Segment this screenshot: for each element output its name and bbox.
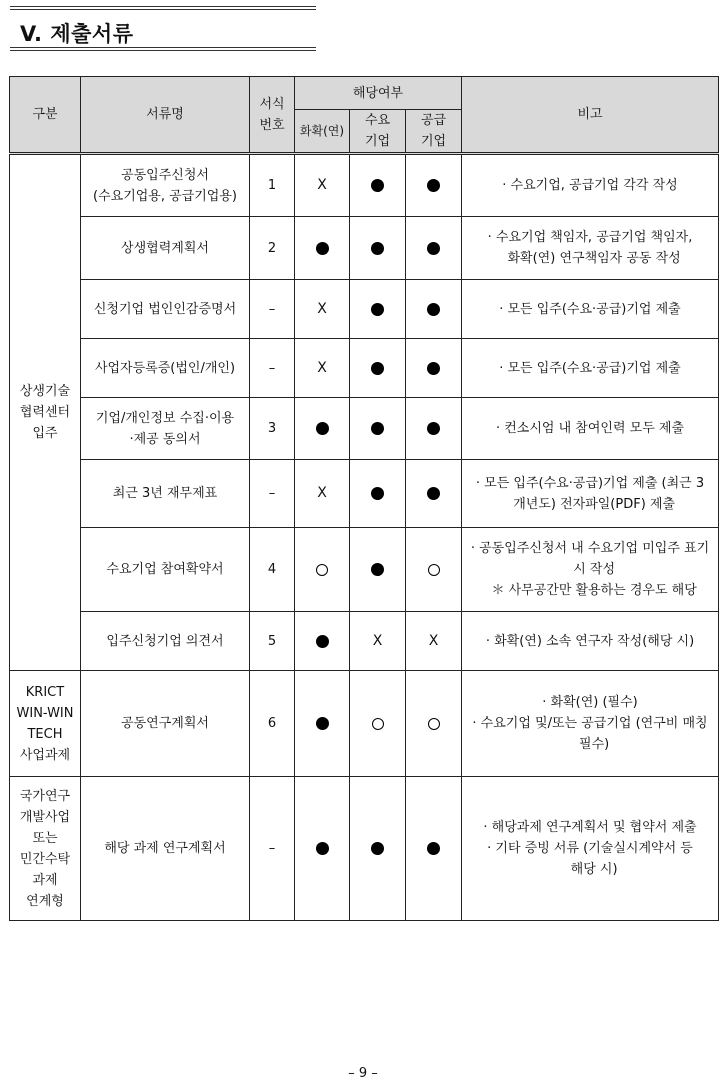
document-name-cell <box>81 280 250 339</box>
header-supply: 공급 기업 <box>406 110 462 154</box>
category-cell <box>10 777 81 921</box>
filled-circle-icon <box>371 242 384 255</box>
table-row <box>10 528 719 612</box>
remark-line: 필수) <box>570 737 610 752</box>
table-row <box>10 460 719 528</box>
filled-circle-icon <box>316 842 329 855</box>
category-cell <box>10 154 81 671</box>
x-mark: X <box>317 177 327 193</box>
document-name: 최근 3년 재무제표 <box>112 486 218 501</box>
document-name-cell <box>81 154 250 217</box>
form-number-cell: 4 <box>250 528 295 612</box>
category-cell <box>10 671 81 777</box>
document-name: 공동입주신청서 <box>121 167 209 183</box>
document-name-cell <box>81 339 250 398</box>
empty-circle-icon <box>372 718 384 730</box>
category-line: 민간수탁 <box>19 851 71 867</box>
header-category: 구분 <box>10 77 81 154</box>
filled-circle-icon <box>371 842 384 855</box>
remark-line: · 해당과제 연구계획서 및 협약서 제출 <box>483 820 697 835</box>
remark-line: 화확(연) 연구책임자 공동 작성 <box>499 251 681 266</box>
remark-line: 시 작성 <box>564 562 616 577</box>
document-name: ·제공 동의서 <box>129 431 201 447</box>
filled-circle-icon <box>427 842 440 855</box>
table-row <box>10 671 719 777</box>
table-row <box>10 154 719 217</box>
document-name-cell <box>81 777 250 921</box>
remark-line: 개년도) 전자파일(PDF) 제출 <box>504 496 676 512</box>
form-number-cell: – <box>250 777 295 921</box>
remark-line: · 화확(연) 소속 연구자 작성(해당 시) <box>485 633 695 649</box>
filled-circle-icon <box>316 242 329 255</box>
category-line: KRICT <box>25 684 65 700</box>
table-row <box>10 339 719 398</box>
category-line: 국가연구 <box>19 788 71 804</box>
filled-circle-icon <box>371 362 384 375</box>
remark-line: · 모든 입주(수요·공급)기업 제출 <box>499 360 681 376</box>
form-number-cell: – <box>250 339 295 398</box>
remark-line: · 화확(연) (필수) <box>542 695 638 710</box>
document-name-cell <box>81 671 250 777</box>
filled-circle-icon <box>371 487 384 500</box>
remarks-cell <box>462 528 719 612</box>
page-number: – 9 – <box>348 1066 378 1081</box>
remark-line: · 공동입주신청서 내 수요기업 미입주 표기 <box>470 541 710 556</box>
table-header <box>10 77 719 154</box>
document-name: 사업자등록증(법인/개인) <box>94 360 236 376</box>
filled-circle-icon <box>316 635 329 648</box>
form-number-cell: 2 <box>250 217 295 280</box>
category-line: 입주 <box>32 426 58 441</box>
document-name: 입주신청기업 의견서 <box>106 633 224 649</box>
documents-table <box>9 76 719 921</box>
remark-line: · 기타 증빙 서류 (기술실시계약서 등 <box>487 841 693 856</box>
form-number-cell: 5 <box>250 612 295 671</box>
remarks-cell <box>462 280 719 339</box>
category-line: 과제 <box>32 872 58 888</box>
document-name: 기업/개인정보 수집·이용 <box>95 410 235 426</box>
form-number-cell: 6 <box>250 671 295 777</box>
form-number-cell: – <box>250 280 295 339</box>
document-name: 해당 과제 연구계획서 <box>104 841 226 856</box>
filled-circle-icon <box>427 487 440 500</box>
x-mark: X <box>317 359 327 376</box>
category-line: TECH <box>27 726 63 742</box>
remark-line: · 모든 입주(수요·공급)기업 제출 (최근 3 <box>475 475 705 491</box>
category-line: WIN-WIN <box>16 705 74 721</box>
form-number-cell: 3 <box>250 398 295 460</box>
empty-circle-icon <box>316 564 328 576</box>
header-chem-inst: 화확(연) <box>295 110 350 154</box>
form-number-cell: 1 <box>250 154 295 217</box>
remark-line: · 컨소시엄 내 참여인력 모두 제출 <box>495 421 685 436</box>
remarks-cell <box>462 217 719 280</box>
filled-circle-icon <box>427 179 440 192</box>
empty-circle-icon <box>428 564 440 576</box>
filled-circle-icon <box>427 422 440 435</box>
remarks-cell <box>462 398 719 460</box>
remarks-cell <box>462 339 719 398</box>
filled-circle-icon <box>371 422 384 435</box>
remarks-cell <box>462 612 719 671</box>
remark-line: 해당 시) <box>562 862 618 877</box>
filled-circle-icon <box>371 563 384 576</box>
document-name: 수요기업 참여확약서 <box>106 562 224 577</box>
header-form-no: 서식 번호 <box>250 77 295 154</box>
category-line: 협력센터 <box>19 405 71 420</box>
document-name: 공동연구계획서 <box>121 716 209 731</box>
table-row <box>10 777 719 921</box>
document-name-cell <box>81 528 250 612</box>
remarks-cell <box>462 460 719 528</box>
header-applicability: 해당여부 <box>295 77 462 110</box>
category-line: 또는 <box>32 830 58 846</box>
remarks-cell <box>462 154 719 217</box>
section-title-box <box>10 6 316 51</box>
filled-circle-icon <box>427 303 440 316</box>
filled-circle-icon <box>371 303 384 316</box>
empty-circle-icon <box>428 718 440 730</box>
table-body <box>10 154 719 921</box>
document-name-cell <box>81 398 250 460</box>
remarks-cell <box>462 671 719 777</box>
section-title: V. 제출서류 <box>20 22 134 46</box>
remark-line: · 모든 입주(수요·공급)기업 제출 <box>499 301 681 317</box>
filled-circle-icon <box>316 422 329 435</box>
document-name-cell <box>81 460 250 528</box>
category-line: 연계형 <box>26 893 64 909</box>
category-line: 사업과제 <box>19 747 71 763</box>
x-mark: X <box>317 485 327 501</box>
filled-circle-icon <box>427 362 440 375</box>
x-mark: X <box>428 632 439 649</box>
table-row <box>10 280 719 339</box>
document-name: 신청기업 법인인감증명서 <box>93 301 237 317</box>
document-name-cell <box>81 217 250 280</box>
remark-line: · 수요기업 책임자, 공급기업 책임자, <box>487 230 693 245</box>
document-name-cell <box>81 612 250 671</box>
filled-circle-icon <box>371 179 384 192</box>
filled-circle-icon <box>316 717 329 730</box>
x-mark: X <box>317 300 327 317</box>
filled-circle-icon <box>427 242 440 255</box>
header-doc-name: 서류명 <box>81 77 250 154</box>
header-remarks: 비고 <box>462 77 719 154</box>
remark-line: · 수요기업, 공급기업 각각 작성 <box>502 178 678 193</box>
remark-line: ＊ 사무공간만 활용하는 경우도 해당 <box>483 583 697 598</box>
remark-line: · 수요기업 및/또는 공급기업 (연구비 매칭 <box>472 716 708 731</box>
document-name: (수요기업용, 공급기업용) <box>93 188 237 204</box>
category-line: 개발사업 <box>19 809 71 825</box>
header-demand: 수요 기업 <box>350 110 406 154</box>
document-name: 상생협력계획서 <box>121 240 209 256</box>
x-mark: X <box>372 632 383 649</box>
table-row <box>10 398 719 460</box>
category-line: 상생기술 <box>19 384 71 399</box>
remarks-cell <box>462 777 719 921</box>
table-row <box>10 217 719 280</box>
form-number-cell: – <box>250 460 295 528</box>
table-row <box>10 612 719 671</box>
